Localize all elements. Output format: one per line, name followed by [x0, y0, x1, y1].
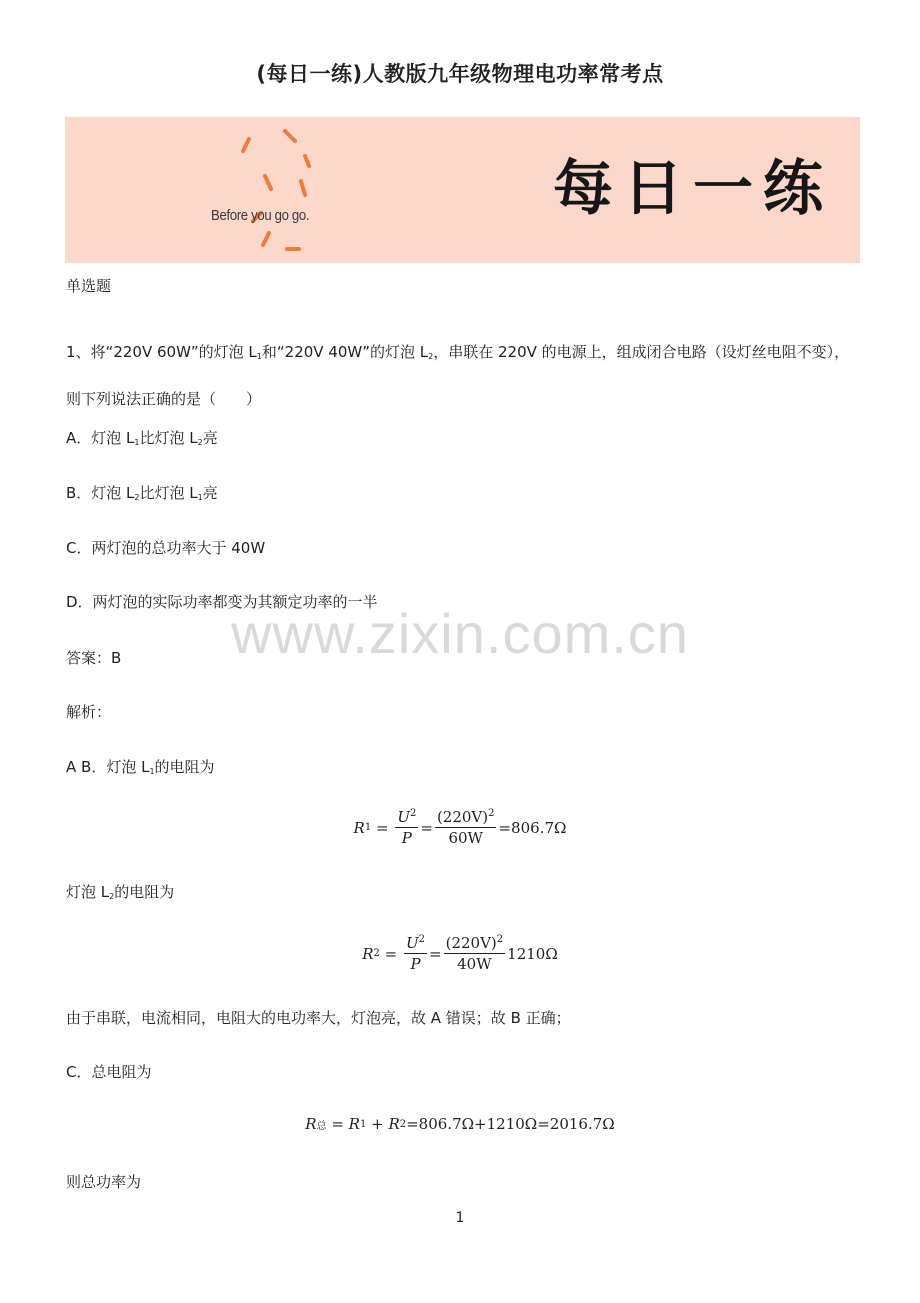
fraction [404, 934, 427, 973]
formula-op: + [366, 1115, 389, 1133]
option-text: B．灯泡 L [66, 484, 135, 502]
intro-text: 灯泡 L [66, 883, 110, 901]
option-a [66, 428, 218, 453]
question-part: ，串联在 220V 的电源上，组成闭合电路（设灯丝电阻不变），则下列说法正确的是（ ） [66, 343, 850, 408]
formula-var: U [397, 808, 410, 826]
question-number: 1、 [66, 343, 91, 361]
formula-eq: = [420, 818, 433, 837]
subscript: 1 [197, 493, 203, 502]
intro-text: 的电阻为 [114, 883, 175, 901]
page-number: 1 [455, 1210, 465, 1226]
formula-num: (220V) [436, 808, 489, 826]
document-title: (每日一练)人教版九年级物理电功率常考点 [256, 62, 664, 86]
option-text: 比灯泡 L [139, 484, 198, 502]
option-text: 亮 [202, 484, 218, 502]
banner-subtitle: Before you go go. [211, 207, 310, 224]
formula-total [0, 1115, 920, 1133]
question-part: 将“220V 60W”的灯泡 L [90, 343, 257, 361]
formula-eq: = [326, 1115, 349, 1133]
formula-sup: 2 [409, 808, 417, 819]
formula-var: R [305, 1115, 317, 1133]
formula-eq: = [429, 944, 442, 963]
formula-den: 60W [448, 829, 483, 847]
subscript: 2 [109, 892, 115, 901]
formula-sup: 2 [488, 808, 495, 819]
formula-var: U [406, 934, 419, 952]
subscript: 2 [197, 438, 203, 447]
subscript: 2 [134, 493, 140, 502]
power-intro: 则总功率为 [66, 1173, 142, 1191]
subscript: 1 [256, 352, 262, 361]
formula-sub: 2 [373, 948, 380, 959]
formula-var: R [388, 1115, 400, 1133]
formula-result: =806.7Ω [498, 818, 567, 837]
formula-sub: 1 [359, 1118, 367, 1130]
formula-r2 [0, 934, 920, 973]
formula-r1 [0, 808, 920, 847]
c-intro: C．总电阻为 [66, 1063, 152, 1081]
formula-sub: 1 [364, 822, 372, 833]
option-b [66, 483, 218, 508]
formula-result: =806.7Ω+1210Ω=2016.7Ω [406, 1115, 615, 1133]
option-c: C．两灯泡的总功率大于 40W [66, 539, 266, 557]
question-text [66, 331, 862, 420]
formula-var: P [401, 829, 412, 847]
formula-sup: 2 [418, 934, 426, 945]
ab-intro [66, 757, 215, 782]
formula-var: R [348, 1115, 360, 1133]
formula-var: R [353, 818, 365, 837]
formula-var: R [362, 944, 374, 963]
fraction [395, 808, 418, 847]
l2-intro [66, 882, 174, 907]
formula-eq: = [379, 944, 402, 963]
decorative-dashes-icon [225, 121, 375, 261]
option-text: A．灯泡 L [66, 429, 135, 447]
intro-text: 的电阻为 [154, 758, 215, 776]
formula-var: P [410, 955, 421, 973]
intro-text: A B．灯泡 L [66, 758, 150, 776]
section-label: 单选题 [66, 277, 112, 295]
subscript: 1 [149, 767, 155, 776]
subscript: 1 [134, 438, 140, 447]
formula-result: 1210Ω [507, 944, 558, 963]
formula-num: (220V) [445, 934, 497, 952]
watermark: www.zixin.com.cn [231, 602, 689, 665]
analysis-label: 解析： [66, 703, 112, 721]
formula-sup: 2 [496, 934, 504, 945]
question-part: 和“220V 40W”的灯泡 L [261, 343, 429, 361]
banner-image [65, 117, 860, 263]
conclusion-ab: 由于串联，电流相同，电阻大的电功率大，灯泡亮，故 A 错误；故 B 正确； [66, 1009, 571, 1027]
formula-den: 40W [457, 955, 492, 973]
banner-title: 每日一练 [553, 154, 833, 224]
fraction [444, 934, 506, 973]
answer: 答案：B [66, 649, 122, 667]
formula-sub: 总 [316, 1120, 327, 1132]
option-text: 亮 [202, 429, 218, 447]
fraction [435, 808, 497, 847]
option-d: D．两灯泡的实际功率都变为其额定功率的一半 [66, 593, 378, 611]
formula-eq: = [371, 818, 394, 837]
subscript: 2 [428, 352, 434, 361]
option-text: 比灯泡 L [139, 429, 198, 447]
formula-sub: 2 [399, 1118, 407, 1130]
